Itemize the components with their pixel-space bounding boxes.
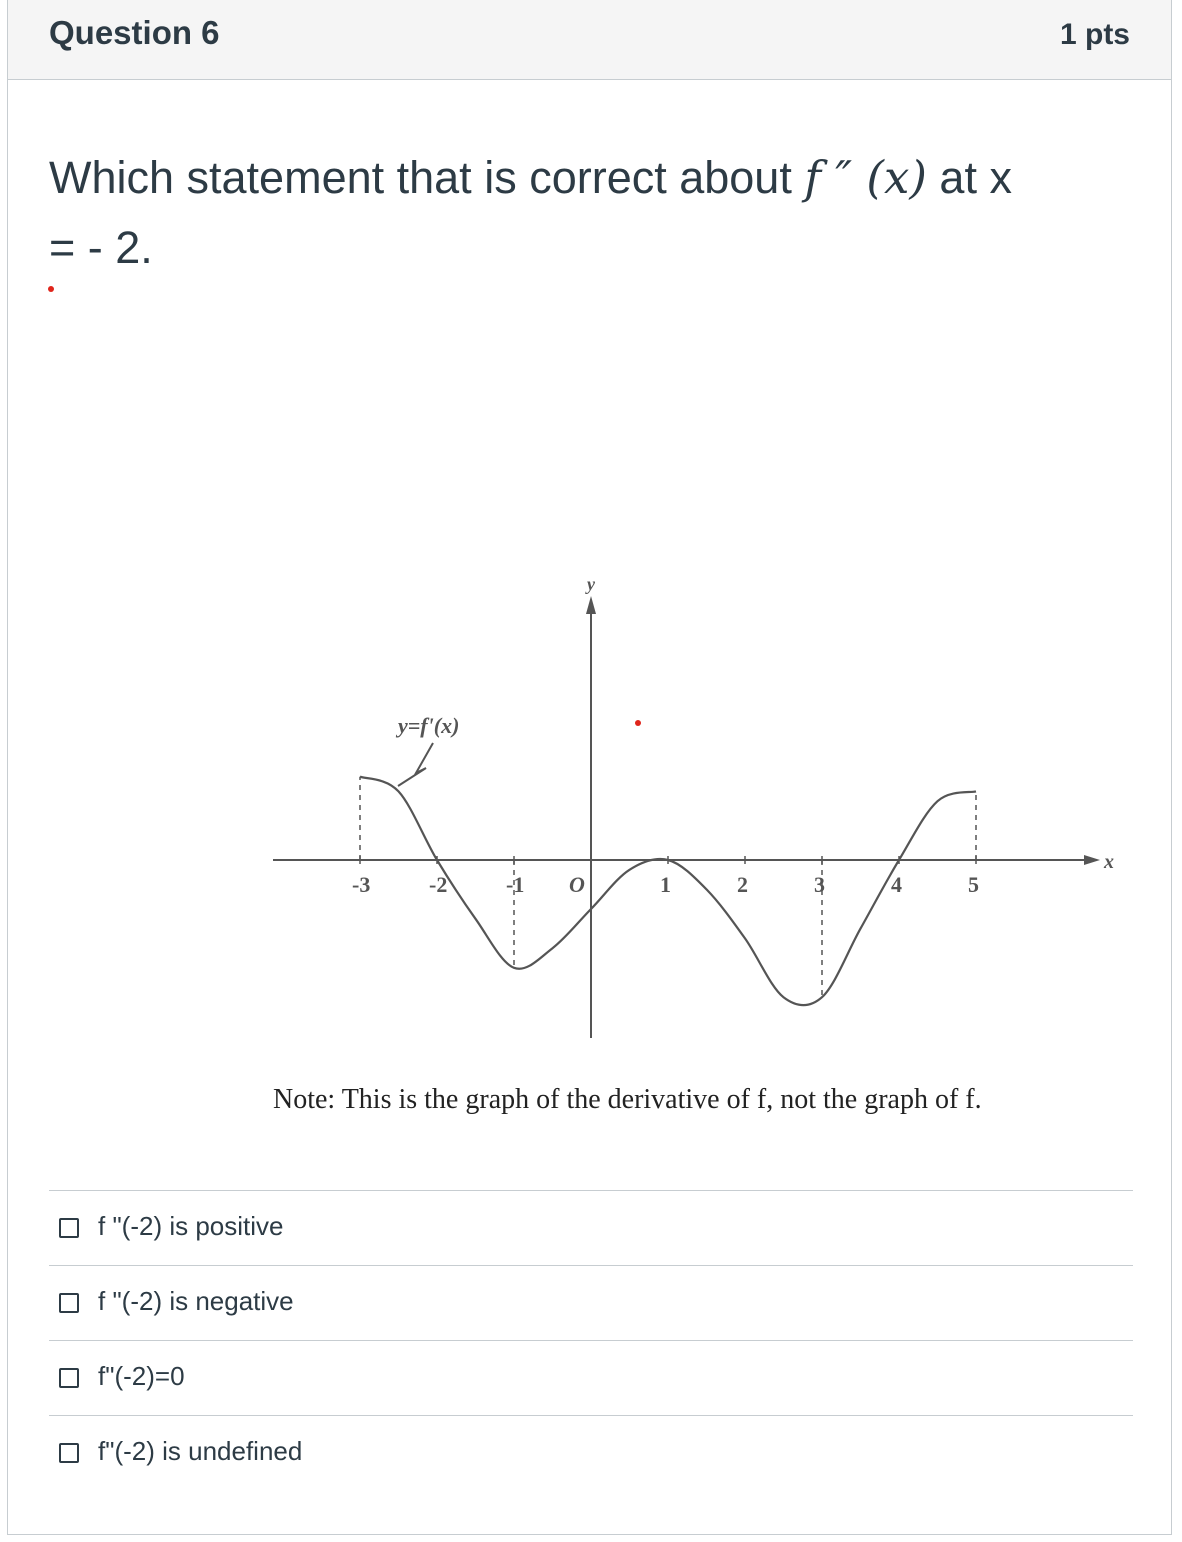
answer-label: f "(-2) is negative (98, 1286, 294, 1316)
curve-label: y=f'(x) (398, 713, 460, 738)
answer-checkbox[interactable] (59, 1443, 79, 1463)
question-middle: at x (926, 152, 1012, 203)
answer-checkbox[interactable] (59, 1293, 79, 1313)
x-tick-label: O (569, 872, 585, 897)
answer-list (49, 1190, 1133, 1490)
question-points: 1 pts (1059, 18, 1130, 51)
x-axis-arrow (1084, 855, 1100, 865)
x-tick-label: 5 (968, 872, 979, 897)
y-axis-label: y (587, 574, 595, 594)
answer-label: f"(-2)=0 (98, 1361, 185, 1391)
x-tick-label: -2 (429, 872, 448, 897)
y-axis-arrow (586, 596, 596, 614)
math-primes: ″ (821, 151, 867, 204)
x-tick-label: 2 (737, 872, 748, 897)
x-axis-label: x (1104, 851, 1114, 873)
x-tick-label: 1 (660, 872, 671, 897)
question-header (8, 0, 1171, 80)
x-tick-label: 4 (891, 872, 902, 897)
answer-label: f"(-2) is undefined (98, 1436, 303, 1466)
answer-checkbox[interactable] (59, 1218, 79, 1238)
answer-label: f "(-2) is positive (98, 1211, 284, 1241)
question-prefix: Which statement that is correct about (49, 152, 805, 203)
math-x: (x) (866, 151, 927, 204)
derivative-graph-figure (258, 568, 1128, 1148)
x-tick-label: -1 (506, 872, 525, 897)
answer-option[interactable] (49, 1265, 1133, 1340)
question-suffix: = - 2. (49, 222, 153, 273)
answer-checkbox[interactable] (59, 1368, 79, 1388)
answer-option[interactable] (49, 1340, 1133, 1415)
x-tick-label: 3 (814, 872, 825, 897)
red-dot-marker (635, 720, 641, 726)
red-dot-marker (48, 286, 54, 292)
answer-option[interactable] (49, 1190, 1133, 1265)
question-title: Question 6 (49, 14, 220, 51)
curve-label-pointer (398, 743, 433, 786)
math-f: f (804, 151, 821, 204)
graph-note: Note: This is the graph of the derivative of f, not the graph of f. (273, 1084, 982, 1115)
question-card (7, 0, 1172, 1535)
answer-option[interactable] (49, 1415, 1133, 1490)
x-tick-label: -3 (352, 872, 371, 897)
question-text (49, 143, 1129, 283)
derivative-graph (258, 568, 1128, 1148)
